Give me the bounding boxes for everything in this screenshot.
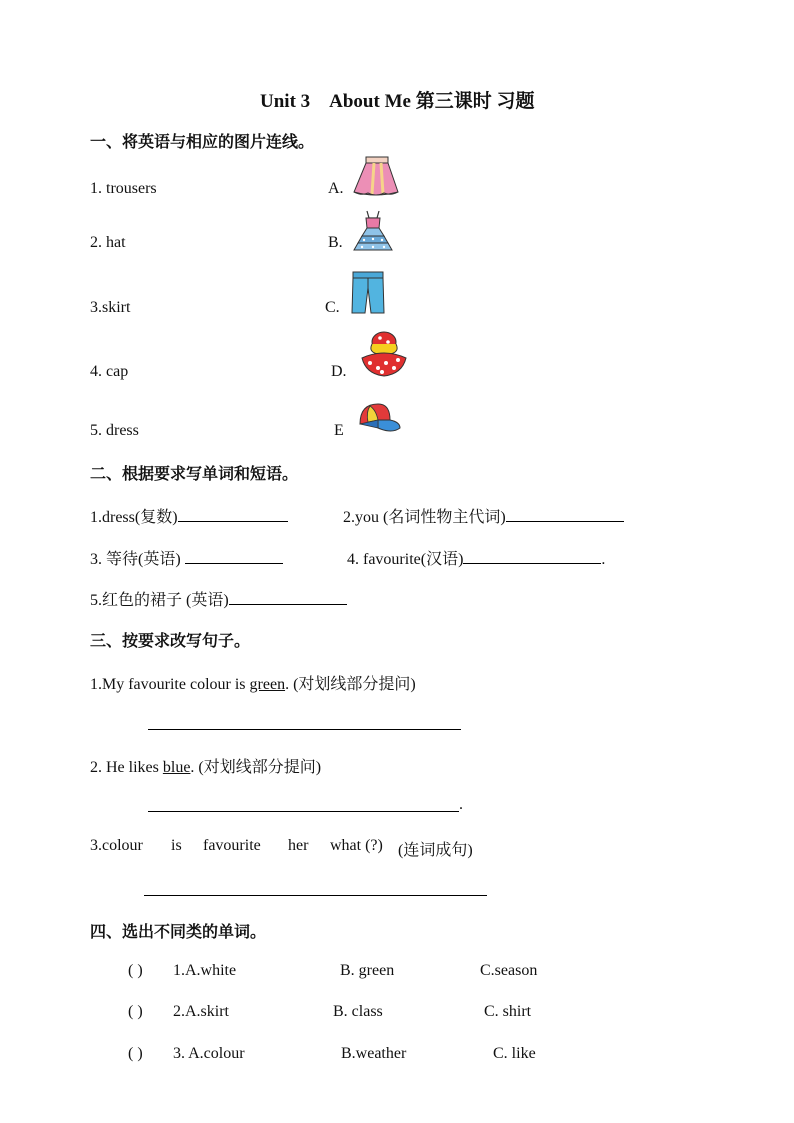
word-4: 4. cap xyxy=(90,363,129,380)
s4-r1-a: 1.A.white xyxy=(173,962,237,979)
page-title: Unit 3 About Me 第三课时 习题 xyxy=(260,91,535,112)
s4-r3-c: C. like xyxy=(493,1045,536,1062)
s2-q5 xyxy=(90,587,347,610)
s4-r2-b: B. class xyxy=(333,1003,383,1020)
letter-c: C. xyxy=(325,299,340,316)
s3-q1 xyxy=(90,671,416,694)
s3-q2 xyxy=(90,754,321,777)
section2-heading: 二、根据要求写单词和短语。 xyxy=(90,464,299,483)
s4-r2-paren[interactable]: ( ) xyxy=(128,1003,143,1020)
skirt-image xyxy=(350,156,402,198)
s4-r1-b: B. green xyxy=(340,962,395,979)
s2-q1-text: 1.dress(复数) xyxy=(90,509,178,526)
s4-r2-c: C. shirt xyxy=(484,1003,532,1020)
dress-image xyxy=(352,210,394,252)
word-3: 3.skirt xyxy=(90,299,131,316)
word-2: 2. hat xyxy=(90,234,126,251)
word-1: 1. trousers xyxy=(90,180,157,197)
s3-q1-pre: 1.My favourite colour is xyxy=(90,676,250,693)
s2-q5-text: 5.红色的裙子 (英语) xyxy=(90,592,229,609)
section1-heading: 一、将英语与相应的图片连线。 xyxy=(90,132,315,151)
s2-q3-blank[interactable] xyxy=(185,549,283,564)
word-5: 5. dress xyxy=(90,422,139,439)
s3-q3-word-1: 3.colour xyxy=(90,837,143,854)
s4-r1-c: C.season xyxy=(480,962,538,979)
s3-q1-underlined: green xyxy=(249,676,286,693)
s3-q2-underlined: blue xyxy=(162,759,191,776)
trousers-image xyxy=(350,270,386,316)
letter-e: E xyxy=(334,422,344,439)
s2-q1-blank[interactable] xyxy=(178,507,288,522)
s3-q2-period: . xyxy=(459,796,463,813)
s2-q2 xyxy=(343,504,624,527)
s4-r3-b: B.weather xyxy=(341,1045,407,1062)
s4-r2-a: 2.A.skirt xyxy=(173,1003,229,1020)
s4-r3-paren[interactable]: ( ) xyxy=(128,1045,143,1062)
s2-q3 xyxy=(90,546,283,569)
s3-q2-answer-line[interactable] xyxy=(148,811,459,812)
s2-q3-text: 3. 等待(英语) xyxy=(90,551,185,568)
s3-q3-word-5: what (?) xyxy=(330,837,383,854)
s2-q4-text: 4. favourite(汉语) xyxy=(347,551,464,568)
s2-q5-blank[interactable] xyxy=(229,590,347,605)
s3-q3-word-4: her xyxy=(288,837,309,854)
s3-q1-post: . (对划线部分提问) xyxy=(285,676,416,693)
s2-q1 xyxy=(90,504,288,527)
s3-q2-post: . (对划线部分提问) xyxy=(190,759,322,776)
section4-heading: 四、选出不同类的单词。 xyxy=(90,922,267,941)
s3-q1-answer-line[interactable] xyxy=(148,729,461,730)
s3-q3-word-2: is xyxy=(171,837,182,854)
hat-image xyxy=(358,330,410,378)
s2-q2-blank[interactable] xyxy=(506,507,624,522)
s3-q3-word-3: favourite xyxy=(203,837,261,854)
s3-q3-answer-line[interactable] xyxy=(144,895,487,896)
section3-heading: 三、按要求改写句子。 xyxy=(90,631,251,650)
s2-q4-period: . xyxy=(601,551,606,568)
s2-q4-blank[interactable] xyxy=(463,549,601,564)
cap-image xyxy=(356,400,402,438)
s2-q4 xyxy=(347,546,605,569)
letter-d: D. xyxy=(331,363,347,380)
letter-a: A. xyxy=(328,180,344,197)
s4-r1-paren[interactable]: ( ) xyxy=(128,962,143,979)
s4-r3-a: 3. A.colour xyxy=(173,1045,245,1062)
s3-q2-pre: 2. He likes xyxy=(90,759,163,776)
s3-q3-instruction: (连词成句) xyxy=(398,842,473,859)
s2-q2-text: 2.you (名词性物主代词) xyxy=(343,509,506,526)
letter-b: B. xyxy=(328,234,343,251)
